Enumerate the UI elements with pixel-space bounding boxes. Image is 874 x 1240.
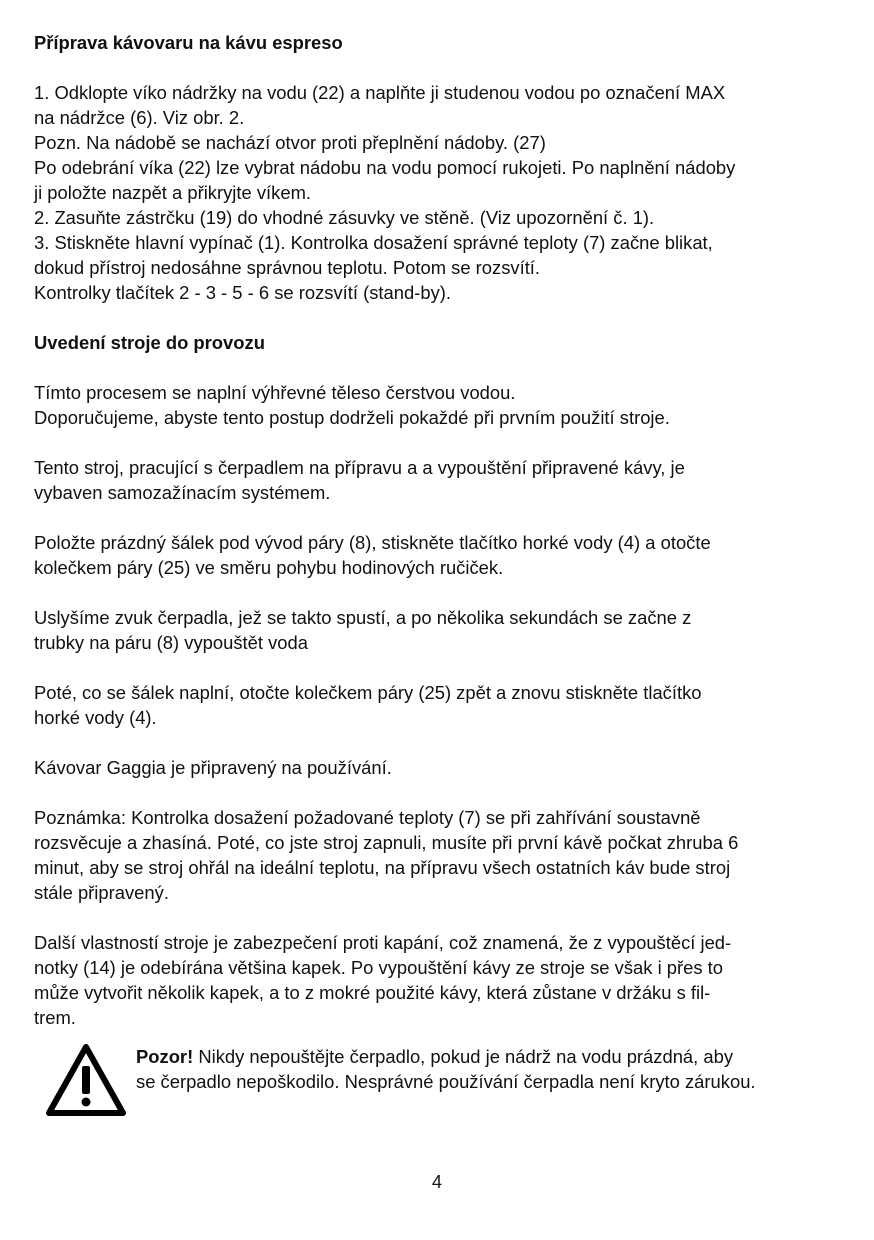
text-line: Kávovar Gaggia je připravený na používání. [34, 757, 392, 778]
text-line: minut, aby se stroj ohřál na ideální teplotu, na přípravu všech ostatních káv bude stroj [34, 857, 731, 878]
text-line: stále připravený. [34, 882, 169, 903]
paragraph [34, 380, 844, 430]
paragraph [34, 680, 844, 730]
text-line: 1. Odklopte víko nádržky na vodu (22) a naplňte ji studenou vodou po označení MAX [34, 82, 726, 103]
warning-label: Pozor! [136, 1046, 194, 1067]
section-heading-startup: Uvedení stroje do provozu [34, 332, 265, 353]
warning-line-1 [136, 1044, 844, 1069]
paragraph [34, 530, 844, 580]
text-line: Pozn. Na nádobě se nachází otvor proti přeplnění nádoby. (27) [34, 132, 546, 153]
text-line: Tímto procesem se naplní výhřevné těleso čerstvou vodou. [34, 382, 516, 403]
text-line: může vytvořit několik kapek, a to z mokré použité kávy, která zůstane v držáku s fil- [34, 982, 711, 1003]
page-number: 4 [431, 1172, 442, 1192]
text-line: trubky na páru (8) vypouštět voda [34, 632, 308, 653]
text-line: notky (14) je odebírána většina kapek. Po vypouštění kávy ze stroje se však i přes to [34, 957, 723, 978]
text-line: dokud přístroj nedosáhne správnou teplotu. Potom se rozsvítí. [34, 257, 541, 278]
preparation-steps [34, 80, 844, 305]
warning-triangle-icon [46, 1044, 126, 1116]
text-line: Další vlastností stroje je zabezpečení proti kapání, což znamená, že z vypouštěcí jed- [34, 932, 732, 953]
text-line: Kontrolky tlačítek 2 - 3 - 5 - 6 se rozsvítí (stand-by). [34, 282, 451, 303]
text-line: Položte prázdný šálek pod vývod páry (8), stiskněte tlačítko horké vody (4) a otočte [34, 532, 711, 553]
warning-box [34, 1044, 844, 1116]
paragraph [34, 930, 844, 1030]
warning-text-line: Nikdy nepouštějte čerpadlo, pokud je nádrž na vodu prázdná, aby [193, 1046, 734, 1067]
warning-text [136, 1044, 844, 1094]
paragraph-note [34, 805, 844, 905]
text-line: Po odebrání víka (22) lze vybrat nádobu na vodu pomocí rukojeti. Po naplnění nádoby [34, 157, 736, 178]
text-line: vybaven samozažínacím systémem. [34, 482, 331, 503]
text-line: kolečkem páry (25) ve směru pohybu hodinových ručiček. [34, 557, 504, 578]
paragraph [34, 755, 844, 780]
section-heading-preparation: Příprava kávovaru na kávu espreso [34, 32, 343, 53]
text-line: Tento stroj, pracující s čerpadlem na přípravu a a vypouštění připravené kávy, je [34, 457, 685, 478]
text-line: 2. Zasuňte zástrčku (19) do vhodné zásuvky ve stěně. (Viz upozornění č. 1). [34, 207, 655, 228]
text-line: Poté, co se šálek naplní, otočte kolečkem páry (25) zpět a znovu stiskněte tlačítko [34, 682, 702, 703]
document-page [34, 30, 844, 1116]
text-line: trem. [34, 1007, 76, 1028]
text-line: Uslyšíme zvuk čerpadla, jež se takto spustí, a po několika sekundách se začne z [34, 607, 692, 628]
paragraph [34, 455, 844, 505]
warning-line-2: se čerpadlo nepoškodilo. Nesprávné používání čerpadla není kryto zárukou. [136, 1071, 756, 1092]
text-line: na nádržce (6). Viz obr. 2. [34, 107, 245, 128]
text-line: Doporučujeme, abyste tento postup dodrželi pokaždé při prvním použití stroje. [34, 407, 670, 428]
text-line: Poznámka: Kontrolka dosažení požadované teploty (7) se při zahřívání soustavně [34, 807, 701, 828]
text-line: 3. Stiskněte hlavní vypínač (1). Kontrolka dosažení správné teploty (7) začne blikat, [34, 232, 713, 253]
paragraph [34, 605, 844, 655]
text-line: ji položte nazpět a přikryjte víkem. [34, 182, 311, 203]
text-line: horké vody (4). [34, 707, 157, 728]
text-line: rozsvěcuje a zhasíná. Poté, co jste stroj zapnuli, musíte při první kávě počkat zhruba 6 [34, 832, 739, 853]
